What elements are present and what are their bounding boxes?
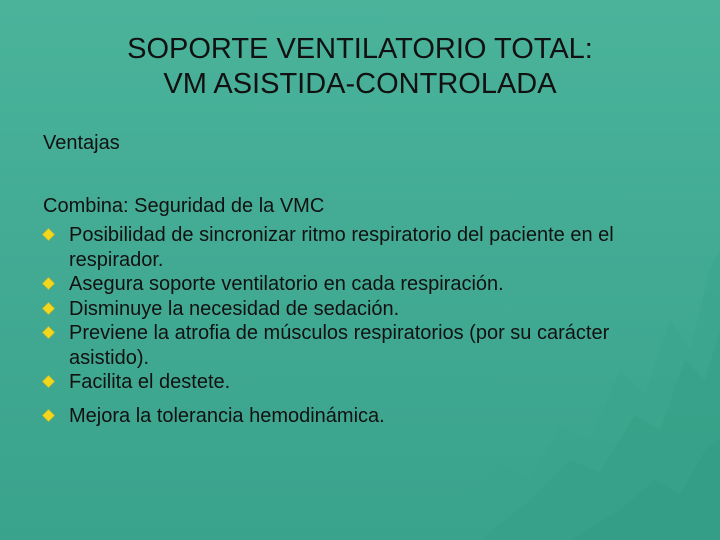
diamond-bullet-icon (42, 302, 55, 315)
list-item (43, 321, 683, 370)
diamond-bullet-icon (42, 409, 55, 422)
diamond-bullet-icon (42, 375, 55, 388)
list-item-text: Facilita el destete. (69, 371, 231, 393)
title-line-2: VM ASISTIDA-CONTROLADA (163, 68, 557, 100)
list-item-text: Disminuye la necesidad de sedación. (69, 297, 400, 320)
list-item (43, 404, 683, 429)
slide-title (0, 32, 720, 102)
list-item-text: Previene la atrofia de músculos respiratorios (por su carácter asistido). (69, 322, 610, 369)
list-item (43, 272, 683, 297)
diamond-bullet-icon (42, 326, 55, 339)
diamond-bullet-icon (42, 228, 55, 241)
list-item-text: Asegura soporte ventilatorio en cada respiración. (69, 273, 504, 295)
list-item-text: Posibilidad de sincronizar ritmo respiratorio del paciente en el respirador. (69, 224, 614, 271)
section-subtitle: Ventajas (43, 132, 120, 154)
list-item-text: Mejora la tolerancia hemodinámica. (69, 404, 385, 427)
intro-line: Combina: Seguridad de la VMC (43, 195, 325, 217)
list-item (43, 223, 683, 272)
diamond-bullet-icon (42, 277, 55, 290)
list-item (43, 370, 683, 395)
bullet-list (43, 223, 683, 428)
title-line-1: SOPORTE VENTILATORIO TOTAL: (127, 33, 593, 65)
list-item (43, 297, 683, 322)
